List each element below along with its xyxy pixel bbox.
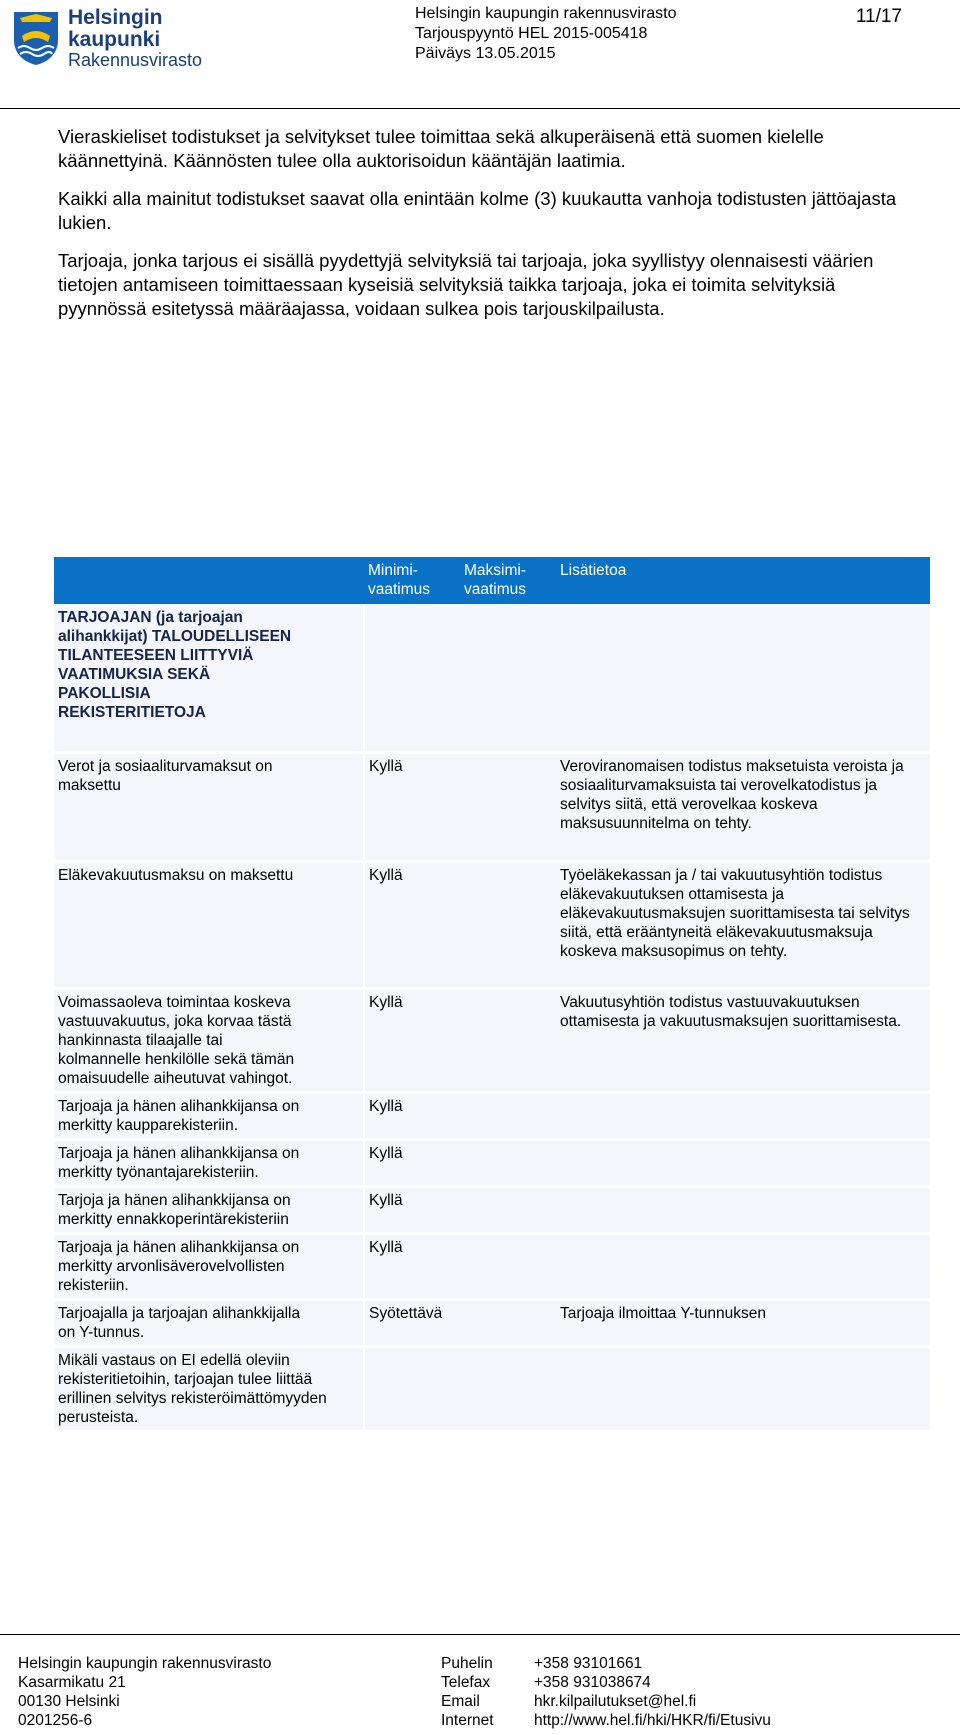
req-cell: Verot ja sosiaaliturvamaksut on maksettu [54,753,364,862]
table-row [54,1300,930,1347]
max-cell [460,753,556,862]
min-cell: Kyllä [364,753,460,862]
intro-text [58,125,918,335]
logo-line1: Helsingin kaupunki [68,5,163,51]
info-cell [556,1234,930,1300]
info-cell: Työeläkekassan ja / tai vakuutusyhtiön todistus eläkevakuutuksen ottamisesta ja eläkevakuutusmaksujen suorittamisesta tai selvitys siitä, että erääntyneitä eläkevakuutusmaksuja koskeva maksusopimus on tehty. [556,862,930,989]
footer-city: 00130 Helsinki [18,1693,120,1710]
section-empty-min [364,604,460,753]
max-cell [460,1093,556,1140]
max-cell [460,1140,556,1187]
paragraph-exclusion: Tarjoaja, jonka tarjous ei sisällä pyydettyjä selvityksiä tai tarjoaja, joka syyllistyy olennaisesti väärien tietojen antamiseen toimittaessaan kyseisiä selvityksiä taikka tarjoaja, joka ei toimita selvityksiä pyynnössä esitetyssä määräajassa, voidaan sulkea pois tarjouskilpailusta. [58,250,874,319]
table-row [54,1093,930,1140]
req-cell: Eläkevakuutusmaksu on maksettu [54,862,364,989]
min-cell [364,1347,460,1432]
city-logo [12,5,252,70]
header-org: Helsingin kaupungin rakennusvirasto [415,5,677,22]
max-cell [460,989,556,1093]
footer-contact-labels [441,1654,494,1730]
table-row [54,989,930,1093]
max-cell [460,1300,556,1347]
header-minimum: Minimi- vaatimus [364,557,460,604]
section-row [54,604,930,753]
header-date: Päiväys 13.05.2015 [415,45,556,62]
footer-address [18,1654,271,1730]
logo-text [68,7,252,70]
info-cell [556,1187,930,1234]
info-cell: Vakuutusyhtiön todistus vastuuvakuutuksen ottamisesta ja vakuutusmaksujen suorittamisesta. [556,989,930,1093]
req-cell: Voimassaoleva toimintaa koskeva vastuuvakuutus, joka korvaa tästä hankinnasta tilaajalle tai kolmannelle henkilölle sekä tämän omaisuudelle aiheutuvat vahingot. [54,989,364,1093]
req-cell: Tarjoajalla ja tarjoajan alihankkijalla on Y-tunnus. [54,1300,364,1347]
table-header-row [54,557,930,604]
max-cell [460,1187,556,1234]
footer-street: Kasarmikatu 21 [18,1674,126,1691]
table-row [54,1140,930,1187]
section-title: TARJOAJAN (ja tarjoajan alihankkijat) TALOUDELLISEEN TILANTEESEEN LIITTYVIÄ VAATIMUKSIA SEKÄ PAKOLLISIA REKISTERITIETOJA [54,604,364,753]
header-doc-ref: Tarjouspyyntö HEL 2015-005418 [415,25,648,42]
max-cell [460,862,556,989]
header-requirement [54,557,364,604]
info-cell: Tarjoaja ilmoittaa Y-tunnuksen [556,1300,930,1347]
table-row [54,862,930,989]
min-cell: Kyllä [364,862,460,989]
footer-website-link[interactable]: http://www.hel.fi/hki/HKR/fi/Etusivu [534,1712,771,1729]
req-cell: Tarjoaja ja hänen alihankkijansa on merkitty kaupparekisteriin. [54,1093,364,1140]
header-info: Lisätietoa [556,557,930,604]
header-maximum: Maksimi- vaatimus [460,557,556,604]
min-cell: Kyllä [364,1093,460,1140]
page-number: 11/17 [855,6,902,27]
table-row [54,1347,930,1432]
footer-label-internet: Internet [441,1712,494,1729]
footer-label-fax: Telefax [441,1674,491,1691]
header-info [415,4,677,64]
info-cell: Veroviranomaisen todistus maksetuista veroista ja sosiaaliturvamaksuista tai verovelkatodistus ja selvitys siitä, että verovelkaa koskeva maksusuunnitelma on tehty. [556,753,930,862]
min-cell: Kyllä [364,1234,460,1300]
footer-phone: +358 93101661 [534,1655,643,1672]
footer-org: Helsingin kaupungin rakennusvirasto [18,1655,272,1672]
footer-email-link[interactable]: hkr.kilpailutukset@hel.fi [534,1693,697,1710]
paragraph-validity: Kaikki alla mainitut todistukset saavat olla enintään kolme (3) kuukautta vanhoja todistusten jättöajasta lukien. [58,188,897,233]
min-cell: Kyllä [364,1140,460,1187]
footer-business-id: 0201256-6 [18,1712,93,1729]
requirements-table [54,557,930,1433]
paragraph-translations: Vieraskieliset todistukset ja selvitykset tulee toimittaa sekä alkuperäisenä että suomen kielelle käännettyinä. Käännösten tulee olla auktorisoidun kääntäjän laatimia. [58,126,824,171]
req-cell: Tarjoaja ja hänen alihankkijansa on merkitty työnantajarekisteriin. [54,1140,364,1187]
info-cell [556,1140,930,1187]
footer-contact-values [534,1654,771,1730]
section-empty-max [460,604,556,753]
table-row [54,1234,930,1300]
table-row [54,753,930,862]
footer-divider [0,1634,960,1635]
req-cell: Tarjoja ja hänen alihankkijansa on merkitty ennakkoperintärekisteriin [54,1187,364,1234]
footer-fax: +358 931038674 [534,1674,651,1691]
max-cell [460,1347,556,1432]
logo-line2: Rakennusvirasto [68,49,203,70]
table-row [54,1187,930,1234]
min-cell: Syötettävä [364,1300,460,1347]
req-cell: Mikäli vastaus on EI edellä oleviin rekisteritietoihin, tarjoajan tulee liittää erillinen selvitys rekisteröimättömyyden perusteista. [54,1347,364,1432]
req-cell: Tarjoaja ja hänen alihankkijansa on merkitty arvonlisäverovelvollisten rekisteriin. [54,1234,364,1300]
min-cell: Kyllä [364,989,460,1093]
min-cell: Kyllä [364,1187,460,1234]
helsinki-crest-icon [12,10,60,66]
max-cell [460,1234,556,1300]
info-cell [556,1093,930,1140]
footer-label-phone: Puhelin [441,1655,493,1672]
footer-label-email: Email [441,1693,480,1710]
info-cell [556,1347,930,1432]
header-divider [0,108,960,109]
section-empty-info [556,604,930,753]
